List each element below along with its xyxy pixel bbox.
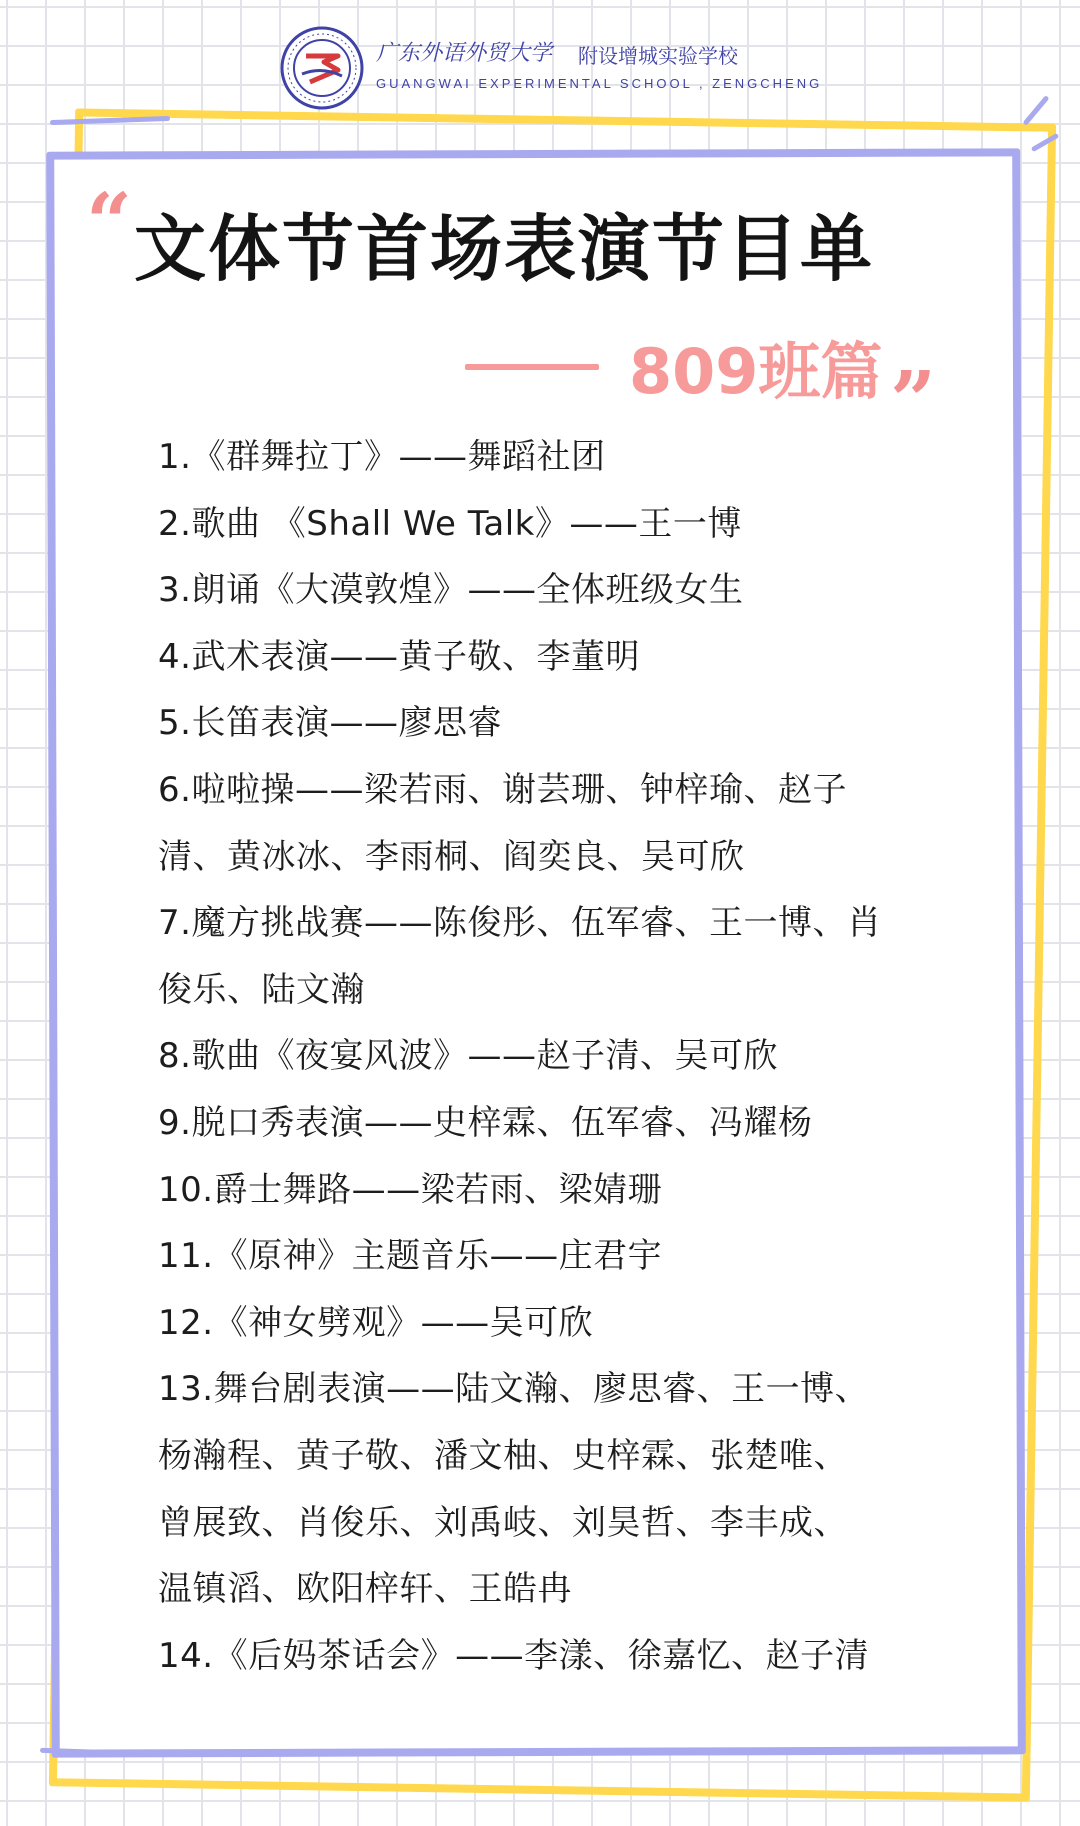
- program-line: 7.魔方挑战赛——陈俊彤、伍军睿、王一博、肖: [158, 903, 882, 944]
- poster-title: 文体节首场表演节目单: [134, 207, 875, 291]
- program-line: 4.武术表演——黄子敬、李董明: [158, 636, 640, 677]
- deco-stroke-top-right: [1023, 95, 1050, 126]
- program-line: 2.歌曲 《Shall We Talk》——王一博: [158, 503, 742, 544]
- program-line: 9.脱口秀表演——史梓霖、伍军睿、冯耀杨: [158, 1102, 813, 1143]
- program-line: 6.啦啦操——梁若雨、谢芸珊、钟梓瑜、赵子: [158, 769, 847, 810]
- school-name-english: GUANGWAI EXPERIMENTAL SCHOOL , ZENGCHENG: [376, 76, 823, 91]
- subtitle-dash: [465, 364, 599, 370]
- program-line: 3.朗诵《大漠敦煌》——全体班级女生: [158, 570, 744, 611]
- program-line: 俊乐、陆文瀚: [158, 969, 365, 1010]
- program-line: 14.《后妈茶话会》——李漾、徐嘉忆、赵子清: [158, 1635, 870, 1676]
- school-logo: [280, 26, 823, 110]
- program-line: 5.长笛表演——廖思睿: [158, 703, 502, 744]
- program-list: [158, 424, 968, 1689]
- program-line: 清、黄冰冰、李雨桐、阎奕良、吴可欣: [158, 836, 745, 877]
- school-emblem-icon: [280, 26, 364, 110]
- close-quote-mark: ”: [890, 353, 937, 447]
- school-name-calligraphy: 广东外语外贸大学: [376, 41, 553, 66]
- program-line: 杨瀚程、黄子敬、潘文柚、史梓霖、张楚唯、: [158, 1435, 848, 1476]
- program-line: 曾展致、肖俊乐、刘禹岐、刘昊哲、李丰成、: [158, 1502, 848, 1543]
- program-line: 温镇滔、欧阳梓轩、王皓冉: [158, 1569, 572, 1610]
- program-line: 10.爵士舞路——梁若雨、梁婧珊: [158, 1169, 663, 1210]
- program-line: 1.《群舞拉丁》——舞蹈社团: [158, 437, 606, 477]
- program-line: 13.舞台剧表演——陆文瀚、廖思睿、王一博、: [158, 1369, 870, 1410]
- program-line: 11.《原神》主题音乐——庄君宇: [158, 1236, 663, 1277]
- open-quote-mark: “: [86, 175, 133, 269]
- program-line: 8.歌曲《夜宴风波》——赵子清、吴可欣: [158, 1036, 778, 1077]
- school-name-suffix: 附设增城实验学校: [578, 44, 738, 68]
- program-line: 12.《神女劈观》——吴可欣: [158, 1302, 594, 1343]
- subtitle-text: 809班篇: [629, 335, 883, 408]
- poster-subtitle: [465, 322, 883, 408]
